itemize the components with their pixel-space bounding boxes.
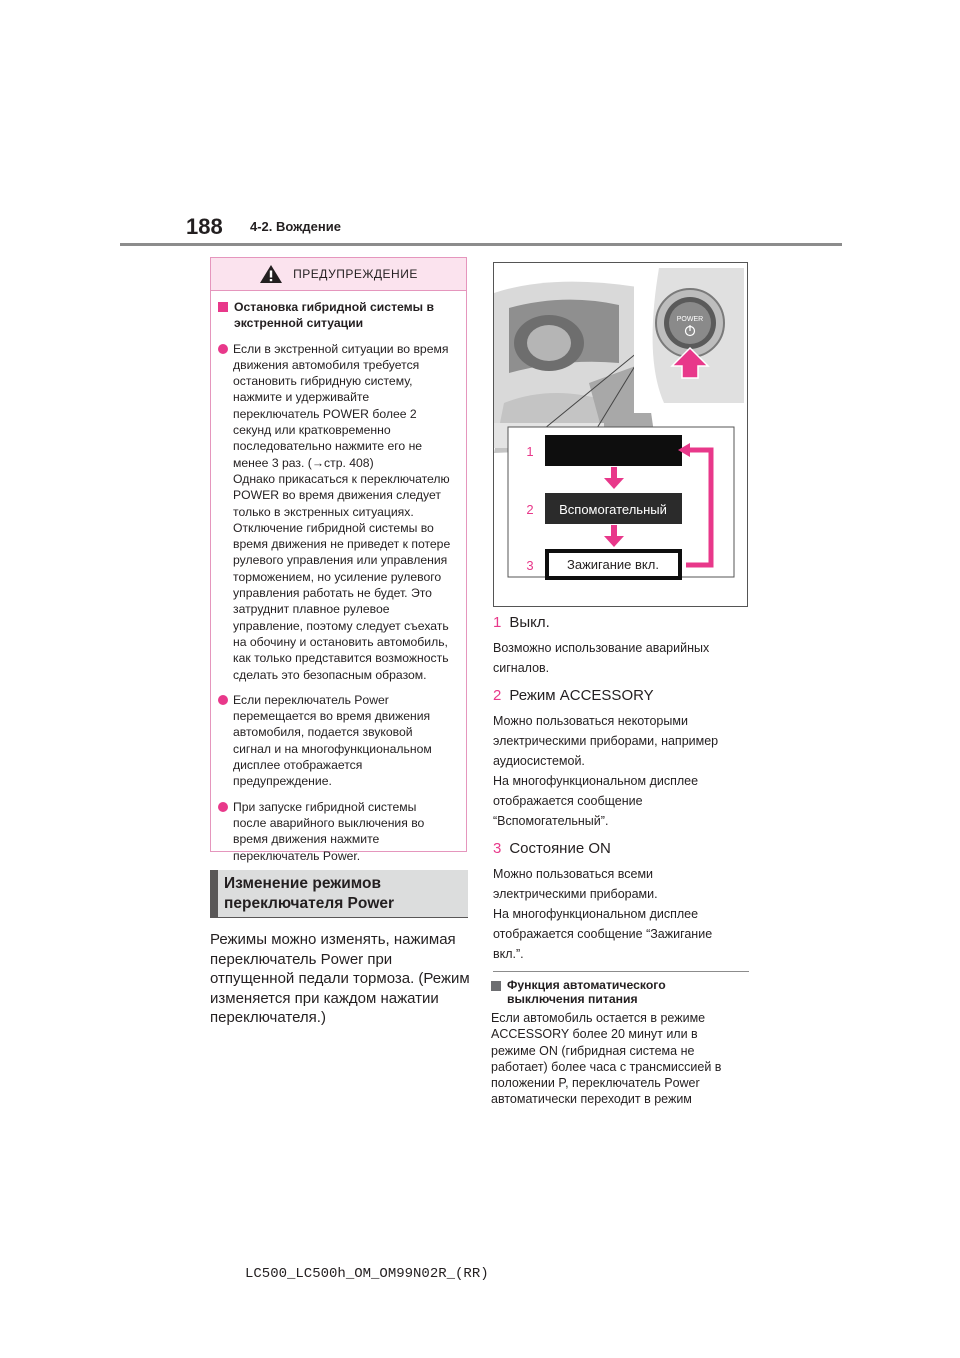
auto-off-line: положении P, переключатель Power bbox=[491, 1076, 700, 1091]
mode-number: 3 bbox=[493, 840, 502, 857]
mode-description-line: вкл.”. bbox=[493, 947, 524, 961]
mode-display-accessory-text: Вспомогательный bbox=[559, 502, 667, 517]
warning-text-line: после аварийного выключения во bbox=[233, 815, 425, 830]
mode-number-1: 1 bbox=[526, 444, 534, 459]
warning-text-line: только в экстренных ситуациях. bbox=[233, 504, 414, 519]
document-footer: LC500_LC500h_OM_OM99N02R_(RR) bbox=[245, 1266, 489, 1282]
power-button-label: POWER bbox=[676, 316, 704, 323]
mode-title-text: Состояние ON bbox=[509, 840, 611, 857]
mode-title-text: Режим ACCESSORY bbox=[509, 687, 654, 704]
mode-title-text: Выкл. bbox=[509, 614, 550, 631]
mode-description-line: Можно пользоваться некоторыми bbox=[493, 714, 688, 728]
warning-text-line: секунд или кратковременно bbox=[233, 423, 391, 438]
warning-text-line: При запуске гибридной системы bbox=[233, 799, 417, 814]
mode-description-line: На многофункциональном дисплее bbox=[493, 774, 699, 788]
mode-item-accessory bbox=[493, 687, 751, 831]
warning-text-line: движения автомобиля требуется bbox=[233, 357, 420, 372]
warning-box bbox=[210, 257, 467, 863]
mode-description bbox=[493, 864, 751, 964]
warning-text-line: переключатель Power. bbox=[233, 848, 361, 863]
mode-description-line: аудиосистемой. bbox=[493, 754, 585, 768]
mode-title bbox=[493, 614, 751, 631]
mode-text-line: изменяется при каждом нажатии bbox=[210, 989, 439, 1007]
auto-off-line: Если автомобиль остается в режиме bbox=[491, 1011, 706, 1025]
mode-description-line: отображается сообщение “Зажигание bbox=[493, 927, 713, 941]
mode-description-line: отображается сообщение bbox=[493, 794, 643, 808]
warning-header bbox=[211, 258, 466, 291]
warning-text-line: дисплее отображается bbox=[233, 758, 363, 773]
warning-heading bbox=[218, 299, 459, 332]
mode-description bbox=[493, 638, 751, 678]
auto-off-heading-line: выключения питания bbox=[507, 992, 638, 1006]
mode-descriptions bbox=[493, 614, 751, 964]
warning-text-line: Однако прикасаться к переключателю bbox=[233, 471, 450, 486]
mode-heading-line: Изменение режимов bbox=[224, 875, 382, 892]
warning-text-line: на обочину и остановить автомобиль, bbox=[233, 634, 448, 649]
warning-text-line: переключатель POWER более 2 bbox=[233, 406, 417, 421]
mode-description-line: электрическими приборами, например bbox=[493, 734, 719, 748]
warning-body bbox=[211, 291, 466, 864]
warning-text-line: POWER во время движения следует bbox=[233, 488, 441, 503]
dashboard-drawing bbox=[494, 263, 748, 607]
mode-text-line: Режимы можно изменять, нажимая bbox=[210, 931, 456, 948]
page-number: 188 bbox=[186, 214, 223, 239]
warning-bullet-emergency-stop bbox=[218, 341, 459, 683]
warning-text-line: управления работать не будет. Это bbox=[233, 586, 432, 601]
mode-text-line: переключатель Power при bbox=[210, 950, 393, 968]
warning-text-line: предупреждение. bbox=[233, 774, 332, 789]
warning-triangle-icon bbox=[259, 264, 283, 284]
mode-title bbox=[493, 687, 751, 704]
mode-number: 2 bbox=[493, 687, 502, 704]
warning-text-line: управление, поэтому следует съехать bbox=[233, 618, 449, 633]
divider bbox=[493, 971, 749, 972]
warning-bullet-switch-moved bbox=[218, 692, 459, 790]
warning-bullet-restart bbox=[218, 799, 459, 864]
mode-section-text bbox=[210, 930, 470, 1028]
warning-text-line: время движения не приведет к потере bbox=[233, 537, 451, 552]
warning-text-line: Если переключатель Power bbox=[233, 692, 389, 707]
square-bullet-icon bbox=[491, 981, 501, 991]
mode-description-line: Можно пользоваться всеми bbox=[493, 867, 654, 881]
mode-item-off bbox=[493, 614, 751, 678]
warning-text-line: рулевого управления или управления bbox=[233, 553, 448, 568]
warning-heading-line: Остановка гибридной системы в bbox=[234, 300, 434, 314]
auto-off-line: ACCESSORY более 20 минут или в bbox=[491, 1027, 698, 1042]
warning-text-line: остановить гибридную систему, bbox=[233, 374, 413, 389]
mode-text-line: отпущенной педали тормоза. (Режим bbox=[210, 970, 470, 987]
mode-description bbox=[493, 711, 751, 831]
warning-label: ПРЕДУПРЕЖДЕНИЕ bbox=[293, 267, 418, 281]
warning-text-line: Если в экстренной ситуации во время bbox=[233, 341, 449, 356]
auto-off-line: автоматически переходит в режим bbox=[491, 1092, 692, 1107]
warning-heading-line: экстренной ситуации bbox=[234, 316, 364, 331]
auto-off-heading bbox=[491, 978, 721, 1006]
warning-text-line: менее 3 раз. (→стр. 408) bbox=[233, 455, 374, 470]
mode-item-on bbox=[493, 840, 751, 964]
square-bullet-icon bbox=[218, 302, 228, 312]
mode-number: 1 bbox=[493, 614, 502, 631]
warning-text-line: перемещается во время движения bbox=[233, 709, 431, 724]
mode-heading-line: переключателя Power bbox=[224, 895, 395, 912]
auto-off-body bbox=[491, 1010, 721, 1108]
warning-text-line: автомобиля, подается звуковой bbox=[233, 725, 413, 740]
auto-off-line: режиме ON (гибридная система не bbox=[491, 1043, 695, 1058]
warning-text-line: торможением, но усиление рулевого bbox=[233, 569, 442, 584]
mode-display-off bbox=[545, 435, 682, 466]
warning-text-line: время движения нажмите bbox=[233, 832, 380, 847]
mode-description-line: Возможно использование аварийных bbox=[493, 641, 710, 655]
warning-text-line: Отключение гибридной системы во bbox=[233, 520, 434, 535]
mode-number-3: 3 bbox=[526, 558, 534, 573]
mode-number-2: 2 bbox=[526, 502, 534, 517]
auto-off-note bbox=[491, 978, 721, 1108]
warning-text-line: сделать это безопасным образом. bbox=[233, 667, 427, 682]
warning-text-line: как только представится возможность bbox=[233, 651, 449, 666]
circle-bullet-icon bbox=[218, 802, 228, 812]
circle-bullet-icon bbox=[218, 695, 228, 705]
mode-description-line: сигналов. bbox=[493, 661, 550, 675]
power-switch-illustration bbox=[493, 262, 748, 607]
mode-text-line: переключателя.) bbox=[210, 1009, 326, 1026]
mode-title bbox=[493, 840, 751, 857]
mode-description-line: “Вспомогательный”. bbox=[493, 814, 609, 828]
mode-description-line: электрическими приборами. bbox=[493, 887, 658, 901]
mode-display-on-text: Зажигание вкл. bbox=[567, 557, 659, 572]
auto-off-heading-line: Функция автоматического bbox=[507, 978, 666, 992]
auto-off-line: работает) более часа с трансмиссией в bbox=[491, 1059, 722, 1074]
header-divider bbox=[120, 243, 842, 246]
warning-text-line: последовательно нажмите его не bbox=[233, 439, 423, 454]
mode-section-heading bbox=[210, 870, 468, 918]
circle-bullet-icon bbox=[218, 344, 228, 354]
section-title: 4-2. Вождение bbox=[250, 219, 341, 234]
warning-text-line: сигнал и на многофункциональном bbox=[233, 741, 432, 756]
warning-text-line: нажмите и удерживайте bbox=[233, 390, 370, 405]
warning-text-line: затруднит плавное рулевое bbox=[233, 602, 390, 617]
mode-description-line: На многофункциональном дисплее bbox=[493, 907, 699, 921]
